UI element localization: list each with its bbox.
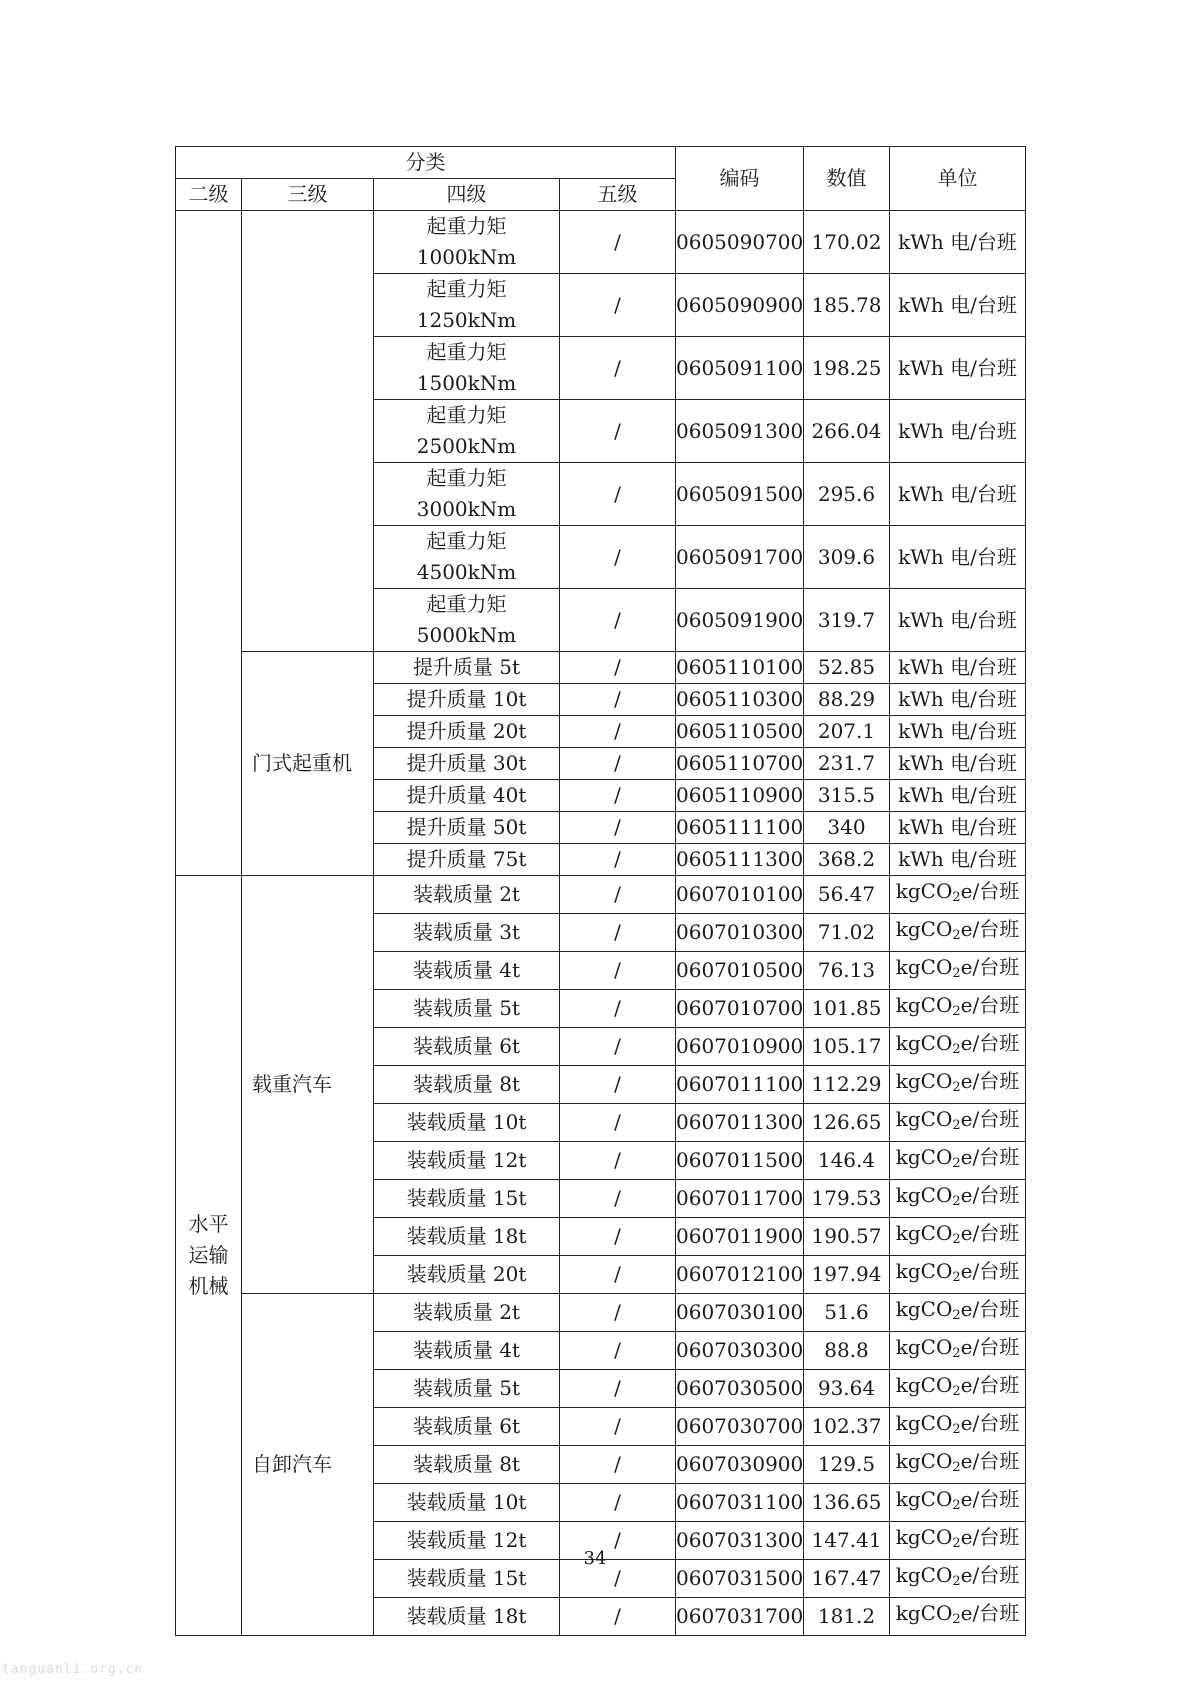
level4-line1: 起重力矩 (426, 403, 507, 427)
level4-line2: 1500kNm (416, 371, 517, 395)
level4-cell: 提升质量 40t (374, 780, 560, 812)
level5-cell: / (560, 1484, 676, 1522)
level4-line2: 1250kNm (416, 308, 517, 332)
unit-prefix: kgCO (895, 955, 953, 979)
level4-cell: 装载质量 18t (374, 1218, 560, 1256)
level5-cell: / (560, 716, 676, 748)
code-cell: 0605110300 (676, 684, 804, 716)
level4-cell: 提升质量 50t (374, 812, 560, 844)
unit-cell (890, 1028, 1026, 1066)
level4-line1: 起重力矩 (426, 592, 507, 616)
unit-prefix: kgCO (895, 1449, 953, 1473)
level4-cell: 提升质量 75t (374, 844, 560, 876)
level4-cell: 提升质量 30t (374, 748, 560, 780)
unit-cell: kWh 电/台班 (890, 211, 1026, 274)
unit-prefix: kgCO (895, 1335, 953, 1359)
level4-cell: 装载质量 20t (374, 1256, 560, 1294)
code-cell: 0605110700 (676, 748, 804, 780)
level4-cell: 提升质量 5t (374, 652, 560, 684)
value-cell: 129.5 (804, 1446, 890, 1484)
unit-subscript: 2 (952, 1536, 961, 1551)
unit-prefix: kgCO (895, 1297, 953, 1321)
level5-cell: / (560, 1408, 676, 1446)
unit-prefix: kgCO (895, 1145, 953, 1169)
code-cell: 0605091100 (676, 337, 804, 400)
level4-cell: 装载质量 5t (374, 1370, 560, 1408)
value-cell: 198.25 (804, 337, 890, 400)
table-row (176, 652, 1026, 684)
unit-suffix: e/台班 (960, 1031, 1020, 1055)
level5-cell: / (560, 748, 676, 780)
level4-cell (374, 400, 560, 463)
level4-cell: 装载质量 5t (374, 990, 560, 1028)
code-cell: 0607030900 (676, 1446, 804, 1484)
level5-cell: / (560, 1332, 676, 1370)
value-cell: 146.4 (804, 1142, 890, 1180)
code-cell: 0607011100 (676, 1066, 804, 1104)
value-cell: 136.65 (804, 1484, 890, 1522)
level4-cell: 装载质量 2t (374, 1294, 560, 1332)
code-cell: 0607010700 (676, 990, 804, 1028)
level5-cell: / (560, 463, 676, 526)
level5-cell: / (560, 1066, 676, 1104)
unit-cell (890, 1256, 1026, 1294)
level4-cell: 装载质量 3t (374, 914, 560, 952)
code-cell: 0605110100 (676, 652, 804, 684)
value-cell: 309.6 (804, 526, 890, 589)
value-cell: 181.2 (804, 1598, 890, 1636)
header-value: 数值 (804, 147, 890, 211)
unit-prefix: kgCO (895, 1487, 953, 1511)
level5-cell: / (560, 914, 676, 952)
level4-line1: 起重力矩 (426, 340, 507, 364)
unit-cell: kWh 电/台班 (890, 652, 1026, 684)
level4-line2: 3000kNm (416, 497, 517, 521)
value-cell: 197.94 (804, 1256, 890, 1294)
level4-cell: 装载质量 15t (374, 1180, 560, 1218)
unit-suffix: e/台班 (960, 1411, 1020, 1435)
unit-subscript: 2 (952, 1384, 961, 1399)
code-cell: 0607011500 (676, 1142, 804, 1180)
level5-cell: / (560, 952, 676, 990)
header-level3: 三级 (242, 179, 374, 211)
unit-cell: kWh 电/台班 (890, 526, 1026, 589)
level4-line2: 5000kNm (416, 623, 517, 647)
unit-cell (890, 1408, 1026, 1446)
code-cell: 0607030500 (676, 1370, 804, 1408)
header-level2: 二级 (176, 179, 242, 211)
unit-subscript: 2 (952, 1460, 961, 1475)
level5-cell: / (560, 1256, 676, 1294)
code-cell: 0607031300 (676, 1522, 804, 1560)
code-cell: 0607012100 (676, 1256, 804, 1294)
code-cell: 0607031100 (676, 1484, 804, 1522)
code-cell: 0605090900 (676, 274, 804, 337)
unit-suffix: e/台班 (960, 1069, 1020, 1093)
level4-cell (374, 274, 560, 337)
level5-cell: / (560, 274, 676, 337)
unit-prefix: kgCO (895, 1525, 953, 1549)
level4-cell: 装载质量 6t (374, 1408, 560, 1446)
unit-cell (890, 1332, 1026, 1370)
page-number: 34 (583, 1548, 607, 1569)
unit-suffix: e/台班 (960, 1563, 1020, 1587)
unit-subscript: 2 (952, 1156, 961, 1171)
code-cell: 0607011300 (676, 1104, 804, 1142)
unit-cell (890, 1142, 1026, 1180)
unit-subscript: 2 (952, 1308, 961, 1323)
unit-cell: kWh 电/台班 (890, 844, 1026, 876)
unit-suffix: e/台班 (960, 1449, 1020, 1473)
level5-cell: / (560, 1294, 676, 1332)
value-cell: 295.6 (804, 463, 890, 526)
level4-cell: 装载质量 15t (374, 1560, 560, 1598)
level4-cell: 装载质量 4t (374, 1332, 560, 1370)
level5-cell: / (560, 1522, 676, 1560)
unit-suffix: e/台班 (960, 955, 1020, 979)
unit-suffix: e/台班 (960, 1183, 1020, 1207)
level5-cell: / (560, 1370, 676, 1408)
value-cell: 368.2 (804, 844, 890, 876)
value-cell: 112.29 (804, 1066, 890, 1104)
level5-cell: / (560, 589, 676, 652)
unit-cell (890, 1598, 1026, 1636)
unit-subscript: 2 (952, 1194, 961, 1209)
value-cell: 170.02 (804, 211, 890, 274)
unit-subscript: 2 (952, 1612, 961, 1627)
level4-cell (374, 211, 560, 274)
level4-cell (374, 526, 560, 589)
unit-subscript: 2 (952, 928, 961, 943)
value-cell: 340 (804, 812, 890, 844)
level4-cell: 提升质量 20t (374, 716, 560, 748)
level2-cell: 水平运输机械 (176, 876, 242, 1636)
unit-suffix: e/台班 (960, 1297, 1020, 1321)
unit-subscript: 2 (952, 1232, 961, 1247)
table-row (176, 876, 1026, 914)
level3-cell: 自卸汽车 (242, 1294, 374, 1636)
unit-cell (890, 1066, 1026, 1104)
level5-cell: / (560, 684, 676, 716)
level4-cell: 装载质量 18t (374, 1598, 560, 1636)
code-cell: 0607010900 (676, 1028, 804, 1066)
code-cell: 0607030300 (676, 1332, 804, 1370)
code-cell: 0607031700 (676, 1598, 804, 1636)
level4-cell: 提升质量 10t (374, 684, 560, 716)
value-cell: 105.17 (804, 1028, 890, 1066)
code-cell: 0607030100 (676, 1294, 804, 1332)
unit-cell (890, 1484, 1026, 1522)
value-cell: 315.5 (804, 780, 890, 812)
code-cell: 0605091500 (676, 463, 804, 526)
level4-line1: 起重力矩 (426, 277, 507, 301)
value-cell: 190.57 (804, 1218, 890, 1256)
unit-suffix: e/台班 (960, 1525, 1020, 1549)
level4-line2: 1000kNm (416, 245, 517, 269)
unit-suffix: e/台班 (960, 879, 1020, 903)
value-cell: 76.13 (804, 952, 890, 990)
unit-prefix: kgCO (895, 1411, 953, 1435)
unit-cell: kWh 电/台班 (890, 274, 1026, 337)
level5-cell: / (560, 337, 676, 400)
level4-cell (374, 463, 560, 526)
value-cell: 51.6 (804, 1294, 890, 1332)
value-cell: 93.64 (804, 1370, 890, 1408)
unit-cell: kWh 电/台班 (890, 812, 1026, 844)
unit-prefix: kgCO (895, 1107, 953, 1131)
unit-cell: kWh 电/台班 (890, 716, 1026, 748)
header-level4: 四级 (374, 179, 560, 211)
level4-line1: 起重力矩 (426, 466, 507, 490)
watermark: tanguanli.org.cn (2, 1662, 144, 1677)
value-cell: 266.04 (804, 400, 890, 463)
level4-cell: 装载质量 8t (374, 1066, 560, 1104)
value-cell: 52.85 (804, 652, 890, 684)
unit-subscript: 2 (952, 966, 961, 981)
unit-cell (890, 1294, 1026, 1332)
level5-cell: / (560, 876, 676, 914)
unit-cell: kWh 电/台班 (890, 337, 1026, 400)
value-cell: 101.85 (804, 990, 890, 1028)
unit-suffix: e/台班 (960, 1373, 1020, 1397)
code-cell: 0605090700 (676, 211, 804, 274)
value-cell: 88.29 (804, 684, 890, 716)
unit-cell (890, 876, 1026, 914)
level5-cell: / (560, 1598, 676, 1636)
value-cell: 179.53 (804, 1180, 890, 1218)
header-classification: 分类 (176, 147, 676, 179)
unit-suffix: e/台班 (960, 1145, 1020, 1169)
header-level5: 五级 (560, 179, 676, 211)
unit-prefix: kgCO (895, 1031, 953, 1055)
table-row (176, 211, 1026, 274)
code-cell: 0605110900 (676, 780, 804, 812)
level4-cell: 装载质量 12t (374, 1142, 560, 1180)
unit-subscript: 2 (952, 1422, 961, 1437)
level5-cell: / (560, 1446, 676, 1484)
unit-cell (890, 1180, 1026, 1218)
unit-cell: kWh 电/台班 (890, 400, 1026, 463)
value-cell: 319.7 (804, 589, 890, 652)
unit-subscript: 2 (952, 1004, 961, 1019)
code-cell: 0607010300 (676, 914, 804, 952)
unit-cell (890, 1104, 1026, 1142)
level5-cell: / (560, 1104, 676, 1142)
level4-cell: 装载质量 2t (374, 876, 560, 914)
value-cell: 207.1 (804, 716, 890, 748)
code-cell: 0607010500 (676, 952, 804, 990)
unit-suffix: e/台班 (960, 1487, 1020, 1511)
value-cell: 56.47 (804, 876, 890, 914)
header-unit: 单位 (890, 147, 1026, 211)
value-cell: 167.47 (804, 1560, 890, 1598)
unit-prefix: kgCO (895, 1183, 953, 1207)
unit-subscript: 2 (952, 1080, 961, 1095)
level4-cell (374, 589, 560, 652)
code-cell: 0607011700 (676, 1180, 804, 1218)
code-cell: 0605091900 (676, 589, 804, 652)
level5-cell: / (560, 400, 676, 463)
value-cell: 71.02 (804, 914, 890, 952)
value-cell: 231.7 (804, 748, 890, 780)
level5-cell: / (560, 1142, 676, 1180)
level5-cell: / (560, 652, 676, 684)
unit-cell (890, 1446, 1026, 1484)
unit-prefix: kgCO (895, 879, 953, 903)
unit-subscript: 2 (952, 890, 961, 905)
code-cell: 0607011900 (676, 1218, 804, 1256)
unit-prefix: kgCO (895, 1259, 953, 1283)
level4-cell: 装载质量 8t (374, 1446, 560, 1484)
unit-cell: kWh 电/台班 (890, 684, 1026, 716)
level5-cell: / (560, 526, 676, 589)
code-cell: 0605091700 (676, 526, 804, 589)
unit-subscript: 2 (952, 1346, 961, 1361)
unit-prefix: kgCO (895, 917, 953, 941)
level3-cell: 载重汽车 (242, 876, 374, 1294)
unit-prefix: kgCO (895, 1373, 953, 1397)
level5-cell: / (560, 844, 676, 876)
value-cell: 88.8 (804, 1332, 890, 1370)
level5-cell: / (560, 1218, 676, 1256)
code-cell: 0607010100 (676, 876, 804, 914)
unit-cell: kWh 电/台班 (890, 463, 1026, 526)
unit-cell (890, 990, 1026, 1028)
level4-cell: 装载质量 12t (374, 1522, 560, 1560)
level4-cell: 装载质量 10t (374, 1104, 560, 1142)
unit-suffix: e/台班 (960, 993, 1020, 1017)
unit-prefix: kgCO (895, 1221, 953, 1245)
code-cell: 0605110500 (676, 716, 804, 748)
level5-cell: / (560, 211, 676, 274)
unit-subscript: 2 (952, 1498, 961, 1513)
unit-suffix: e/台班 (960, 1221, 1020, 1245)
level3-cell: 门式起重机 (242, 652, 374, 876)
unit-suffix: e/台班 (960, 917, 1020, 941)
code-cell: 0605111100 (676, 812, 804, 844)
unit-cell (890, 952, 1026, 990)
level4-cell: 装载质量 10t (374, 1484, 560, 1522)
unit-subscript: 2 (952, 1042, 961, 1057)
level5-cell: / (560, 1180, 676, 1218)
level4-cell (374, 337, 560, 400)
level4-line1: 起重力矩 (426, 214, 507, 238)
unit-subscript: 2 (952, 1118, 961, 1133)
value-cell: 147.41 (804, 1522, 890, 1560)
unit-cell (890, 914, 1026, 952)
level2-cell (176, 211, 242, 876)
unit-prefix: kgCO (895, 1563, 953, 1587)
unit-cell: kWh 电/台班 (890, 748, 1026, 780)
unit-cell (890, 1370, 1026, 1408)
unit-subscript: 2 (952, 1270, 961, 1285)
unit-prefix: kgCO (895, 1069, 953, 1093)
unit-subscript: 2 (952, 1574, 961, 1589)
table-row (176, 1294, 1026, 1332)
code-cell: 0607030700 (676, 1408, 804, 1446)
level4-cell: 装载质量 4t (374, 952, 560, 990)
unit-prefix: kgCO (895, 993, 953, 1017)
data-table (175, 146, 1026, 1636)
unit-suffix: e/台班 (960, 1107, 1020, 1131)
level5-cell: / (560, 812, 676, 844)
code-cell: 0605111300 (676, 844, 804, 876)
level3-cell (242, 211, 374, 652)
header-code: 编码 (676, 147, 804, 211)
code-cell: 0605091300 (676, 400, 804, 463)
level5-cell: / (560, 990, 676, 1028)
level5-cell: / (560, 1560, 676, 1598)
level5-cell: / (560, 780, 676, 812)
unit-cell (890, 1218, 1026, 1256)
code-cell: 0607031500 (676, 1560, 804, 1598)
level4-line2: 2500kNm (416, 434, 517, 458)
level4-line1: 起重力矩 (426, 529, 507, 553)
unit-cell: kWh 电/台班 (890, 589, 1026, 652)
unit-prefix: kgCO (895, 1601, 953, 1625)
unit-suffix: e/台班 (960, 1601, 1020, 1625)
unit-suffix: e/台班 (960, 1259, 1020, 1283)
value-cell: 102.37 (804, 1408, 890, 1446)
value-cell: 185.78 (804, 274, 890, 337)
level4-line2: 4500kNm (416, 560, 517, 584)
level5-cell: / (560, 1028, 676, 1066)
unit-cell: kWh 电/台班 (890, 780, 1026, 812)
unit-suffix: e/台班 (960, 1335, 1020, 1359)
level4-cell: 装载质量 6t (374, 1028, 560, 1066)
value-cell: 126.65 (804, 1104, 890, 1142)
